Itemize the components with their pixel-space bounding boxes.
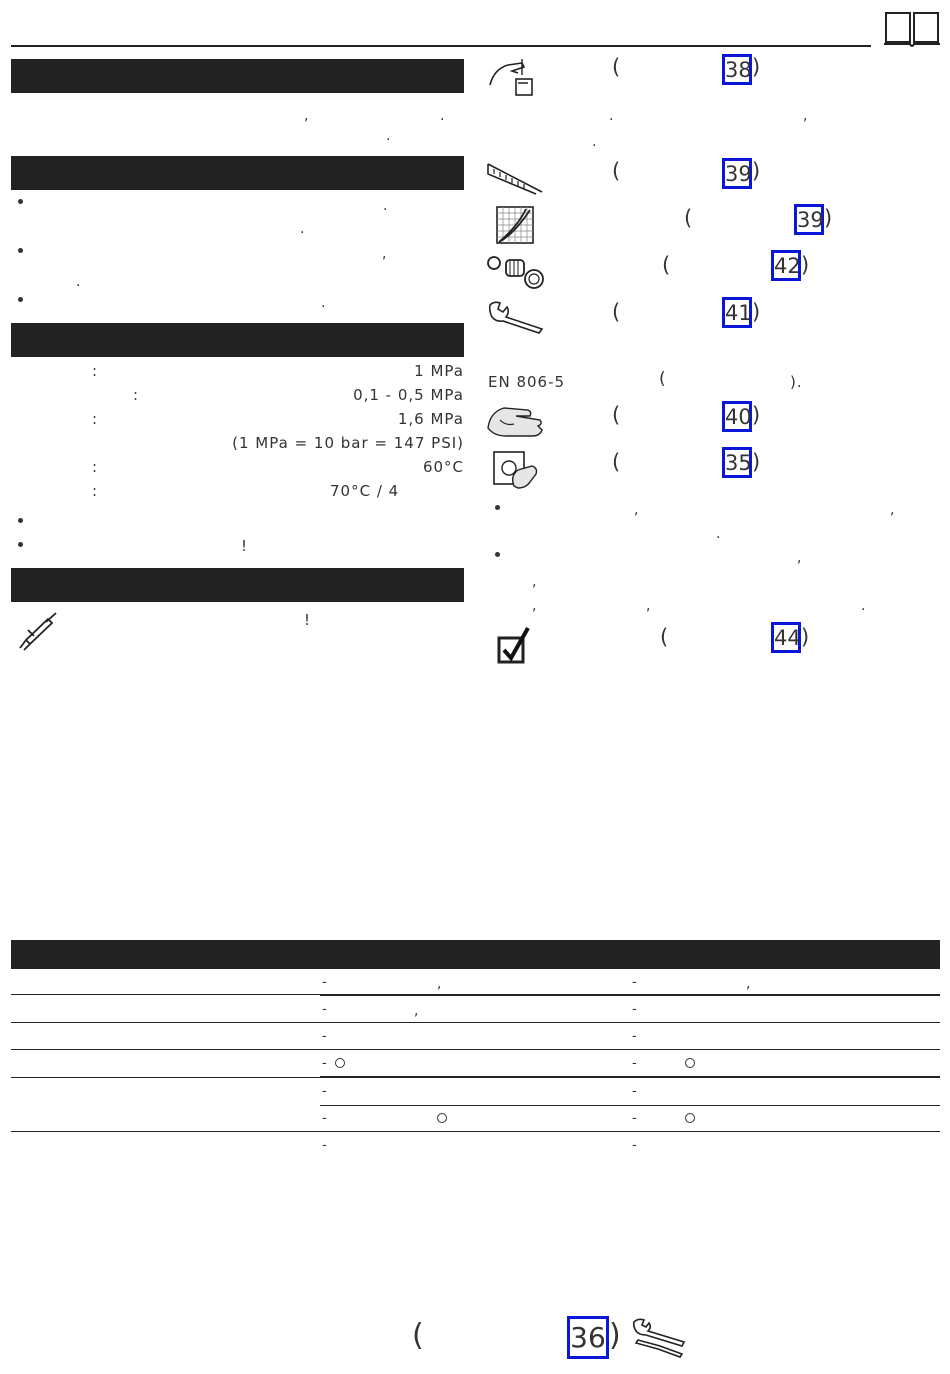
page-ref-35[interactable]: 35 <box>722 447 752 478</box>
punct: , <box>532 574 537 590</box>
punct: . <box>440 108 445 124</box>
section-bar-3 <box>11 323 464 357</box>
hand-wipe-icon <box>486 402 544 440</box>
spec-pressure-test: 1,6 MPa <box>397 410 464 428</box>
close-paren: ) <box>801 253 810 277</box>
close-paren: ) <box>752 403 761 427</box>
punct: . <box>861 598 866 614</box>
exclaim: ! <box>241 537 249 555</box>
spec-temp-disinfection: 70°C / 4 <box>330 482 400 500</box>
table-rule <box>320 1076 940 1078</box>
open-paren: ( <box>612 300 621 324</box>
open-paren: ( <box>659 369 666 389</box>
close-paren: ) <box>752 300 761 324</box>
table-dash: - <box>632 1111 637 1126</box>
page-ref-40[interactable]: 40 <box>722 401 752 432</box>
spec-colon: : <box>92 362 99 380</box>
spec-colon: : <box>92 458 99 476</box>
table-dash: - <box>632 1056 637 1071</box>
bullet <box>495 505 500 510</box>
close-paren: ) <box>752 159 761 183</box>
open-paren: ( <box>612 450 621 474</box>
exclaim: ! <box>304 611 312 629</box>
table-dash: - <box>632 1084 637 1099</box>
spec-pressure-max: 1 MPa <box>414 362 464 380</box>
spec-temp-max: 60°C <box>422 458 464 476</box>
punct: , <box>634 502 639 518</box>
table-header-bar <box>11 940 940 969</box>
measuring-cup-hand-icon <box>488 55 538 97</box>
punct: . <box>300 221 305 237</box>
spec-colon: : <box>92 482 99 500</box>
punct: . <box>609 108 614 124</box>
bullet <box>18 542 23 547</box>
hand-valve-icon <box>492 448 540 490</box>
table-dash: - <box>322 1029 327 1044</box>
section-bar-4 <box>11 568 464 602</box>
page-ref-36[interactable]: 36 <box>567 1316 609 1359</box>
bullet <box>18 199 23 204</box>
page-ref-39b[interactable]: 39 <box>794 204 824 235</box>
table-rule <box>11 1131 940 1132</box>
punct: . <box>76 274 81 290</box>
o-ring-icon <box>437 1113 447 1123</box>
ruler-icon <box>486 160 544 196</box>
punct: , <box>803 108 808 124</box>
punct: . <box>716 526 721 542</box>
spec-pressure-recommended: 0,1 - 0,5 MPa <box>353 386 464 404</box>
table-dash: - <box>322 1056 327 1071</box>
table-rule <box>320 1105 940 1106</box>
o-ring-icon <box>335 1058 345 1068</box>
punct: , <box>414 1003 419 1019</box>
punct: , <box>746 976 751 992</box>
standard-ref: EN 806-5 <box>488 373 566 391</box>
close-paren: ) <box>801 625 810 649</box>
open-paren: ( <box>660 625 669 649</box>
book-icon <box>883 10 941 50</box>
punct: , <box>382 246 387 262</box>
table-rule <box>11 1022 940 1023</box>
header-rule <box>11 45 871 47</box>
close-paren: ) <box>609 1318 621 1353</box>
bullet <box>18 248 23 253</box>
page-ref-42[interactable]: 42 <box>771 250 801 281</box>
filter-parts-icon <box>486 252 548 292</box>
punct: . <box>321 295 326 311</box>
table-dash: - <box>322 1002 327 1017</box>
page-ref-44[interactable]: 44 <box>771 622 801 653</box>
page-ref-41[interactable]: 41 <box>722 297 752 328</box>
table-dash: - <box>632 1002 637 1017</box>
flow-chart-icon <box>496 206 534 244</box>
punct: . <box>383 198 388 214</box>
section-bar-1 <box>11 59 464 93</box>
open-paren: ( <box>684 206 693 230</box>
o-ring-icon <box>685 1113 695 1123</box>
table-dash: - <box>632 1138 637 1153</box>
punct: , <box>890 502 895 518</box>
table-dash: - <box>322 1111 327 1126</box>
table-dash: - <box>322 1138 327 1153</box>
spec-colon: : <box>92 410 99 428</box>
close-paren: ) <box>752 450 761 474</box>
close-paren: ) <box>824 206 833 230</box>
punct: , <box>646 598 651 614</box>
open-paren: ( <box>612 55 621 79</box>
bullet <box>495 552 500 557</box>
wrench-screwdriver-icon <box>630 1316 688 1358</box>
open-paren: ( <box>412 1318 424 1353</box>
punct: . <box>386 128 391 144</box>
wrench-icon <box>486 299 546 335</box>
page-ref-39[interactable]: 39 <box>722 158 752 189</box>
punct: , <box>797 550 802 566</box>
spec-colon: : <box>133 386 140 404</box>
close-paren: ) <box>752 55 761 79</box>
bullet <box>18 297 23 302</box>
punct: , <box>304 108 309 124</box>
spec-pressure-conversion: (1 MPa = 10 bar = 147 PSI) <box>232 434 464 452</box>
table-dash: - <box>322 1084 327 1099</box>
punct: , <box>437 976 442 992</box>
checkbox-check-icon <box>496 624 534 666</box>
table-rule <box>11 1049 940 1050</box>
standard-close: ). <box>790 373 803 391</box>
table-rule <box>11 1077 320 1078</box>
caulking-gun-icon <box>16 610 60 652</box>
section-bar-2 <box>11 156 464 190</box>
open-paren: ( <box>612 403 621 427</box>
open-paren: ( <box>612 159 621 183</box>
bullet <box>18 518 23 523</box>
punct: . <box>592 134 597 150</box>
table-dash: - <box>632 1029 637 1044</box>
table-dash: - <box>632 975 637 990</box>
page-ref-38[interactable]: 38 <box>722 54 752 85</box>
o-ring-icon <box>685 1058 695 1068</box>
table-rule <box>320 994 940 996</box>
punct: , <box>532 598 537 614</box>
table-dash: - <box>322 975 327 990</box>
open-paren: ( <box>662 253 671 277</box>
